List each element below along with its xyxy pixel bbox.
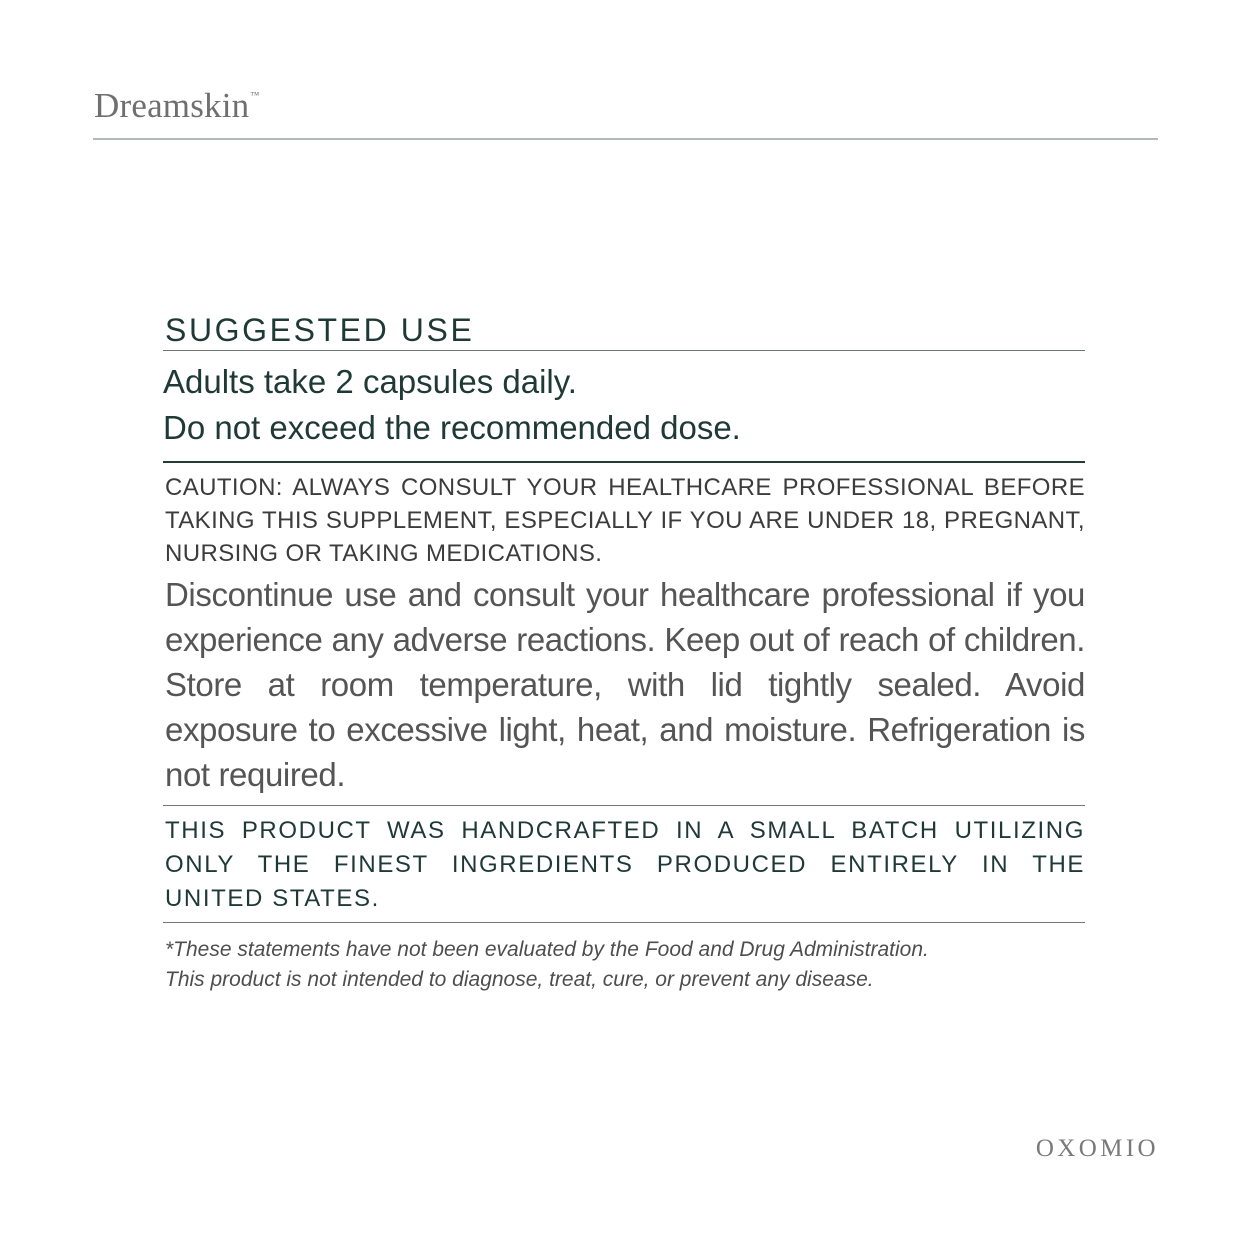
fda-disclaimer	[165, 935, 1085, 995]
dosage-block	[163, 351, 1085, 461]
caution-text: CAUTION: ALWAYS CONSULT YOUR HEALTHCARE PROFESSIONAL BEFORE TAKING THIS SUPPLEMENT, ESPECIALLY IF YOU ARE UNDER 18, PREGNANT, NURSING OR TAKING MEDICATIONS.	[165, 474, 1085, 567]
disclaimer-line-2: This product is not intended to diagnose, treat, cure, or prevent any disease.	[165, 968, 874, 991]
dosage-line-2: Do not exceed the recommended dose.	[163, 409, 741, 446]
craft-divider	[163, 922, 1085, 923]
label-panel	[163, 310, 1085, 995]
footer-logo: OXOMIO	[1035, 1135, 1159, 1162]
section-heading: SUGGESTED USE	[165, 312, 475, 348]
brand-logo	[94, 88, 259, 123]
dosage-line-1: Adults take 2 capsules daily.	[163, 363, 577, 400]
header-divider	[93, 138, 1158, 140]
disclaimer-line-1: *These statements have not been evaluated by the Food and Drug Administration.	[165, 938, 929, 961]
trademark-symbol: ™	[250, 90, 260, 100]
brand-name: Dreamskin	[94, 86, 250, 125]
craft-statement: THIS PRODUCT WAS HANDCRAFTED IN A SMALL BATCH UTILIZING ONLY THE FINEST INGREDIENTS PRODUCED ENTIRELY IN THE UNITED STATES.	[165, 817, 1085, 912]
instructions-text: Discontinue use and consult your healthcare professional if you experience any adverse reactions. Keep out of reach of children. Store at room temperature, with lid tightly sealed. Avoid exposure to excessive light, heat, and moisture. Refrigeration is not required.	[165, 576, 1085, 793]
